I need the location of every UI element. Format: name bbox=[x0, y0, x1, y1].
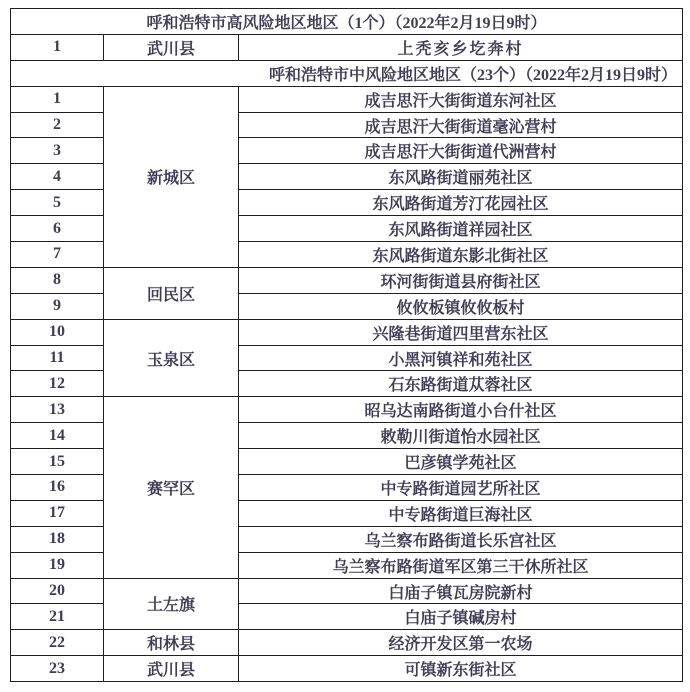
district-cell: 新城区 bbox=[104, 86, 239, 267]
table-row bbox=[11, 34, 683, 60]
district-cell: 赛罕区 bbox=[104, 397, 239, 578]
medium-risk-section-header: 呼和浩特市中风险地区地区（23个）（2022年2月19日9时） bbox=[11, 60, 683, 86]
table-row bbox=[11, 656, 683, 682]
place-cell: 白庙子镇瓦房院新村 bbox=[239, 578, 683, 604]
row-number-cell: 9 bbox=[11, 293, 104, 319]
place-cell: 东风路街道祥园社区 bbox=[239, 216, 683, 242]
risk-area-table bbox=[10, 8, 683, 682]
place-cell: 小黑河镇祥和苑社区 bbox=[239, 345, 683, 371]
place-cell: 昭乌达南路街道小台什社区 bbox=[239, 397, 683, 423]
place-cell: 中专路街道园艺所社区 bbox=[239, 475, 683, 501]
place-cell: 攸攸板镇攸攸板村 bbox=[239, 293, 683, 319]
place-cell: 东风路街道丽苑社区 bbox=[239, 164, 683, 190]
row-number-cell: 8 bbox=[11, 267, 104, 293]
row-number-cell: 16 bbox=[11, 475, 104, 501]
place-cell: 东风路街道东影北街社区 bbox=[239, 242, 683, 268]
district-cell: 武川县 bbox=[104, 34, 239, 60]
row-number-cell: 12 bbox=[11, 371, 104, 397]
row-number-cell: 22 bbox=[11, 630, 104, 656]
row-number-cell: 13 bbox=[11, 397, 104, 423]
row-number-cell: 3 bbox=[11, 138, 104, 164]
row-number-cell: 23 bbox=[11, 656, 104, 682]
row-number-cell: 14 bbox=[11, 423, 104, 449]
row-number-cell: 19 bbox=[11, 552, 104, 578]
table-row bbox=[11, 319, 683, 345]
high-risk-section-header: 呼和浩特市高风险地区地区（1个）（2022年2月19日9时） bbox=[11, 9, 683, 35]
row-number-cell: 15 bbox=[11, 449, 104, 475]
row-number-cell: 4 bbox=[11, 164, 104, 190]
place-cell: 环河街街道县府街社区 bbox=[239, 267, 683, 293]
place-cell: 中专路街道巨海社区 bbox=[239, 500, 683, 526]
district-cell: 玉泉区 bbox=[104, 319, 239, 397]
row-number-cell: 18 bbox=[11, 526, 104, 552]
place-cell: 成吉思汗大街街道东河社区 bbox=[239, 86, 683, 112]
table-row bbox=[11, 578, 683, 604]
place-cell: 可镇新东街社区 bbox=[239, 656, 683, 682]
table-row bbox=[11, 60, 683, 86]
row-number-cell: 2 bbox=[11, 112, 104, 138]
place-cell: 巴彦镇学苑社区 bbox=[239, 449, 683, 475]
place-cell: 乌兰察布路街道军区第三干休所社区 bbox=[239, 552, 683, 578]
place-cell: 东风路街道芳汀花园社区 bbox=[239, 190, 683, 216]
row-number-cell: 17 bbox=[11, 500, 104, 526]
table-row bbox=[11, 397, 683, 423]
table-row bbox=[11, 86, 683, 112]
row-number-cell: 6 bbox=[11, 216, 104, 242]
district-cell: 土左旗 bbox=[104, 578, 239, 630]
row-number-cell: 1 bbox=[11, 86, 104, 112]
row-number-cell: 20 bbox=[11, 578, 104, 604]
place-cell: 经济开发区第一农场 bbox=[239, 630, 683, 656]
table-row bbox=[11, 9, 683, 35]
district-cell: 武川县 bbox=[104, 656, 239, 682]
place-cell: 上秃亥乡圪奔村 bbox=[239, 34, 683, 60]
place-cell: 乌兰察布路街道长乐宫社区 bbox=[239, 526, 683, 552]
place-cell: 石东路街道苁蓉社区 bbox=[239, 371, 683, 397]
place-cell: 兴隆巷街道四里营东社区 bbox=[239, 319, 683, 345]
row-number-cell: 10 bbox=[11, 319, 104, 345]
row-number-cell: 1 bbox=[11, 34, 104, 60]
row-number-cell: 21 bbox=[11, 604, 104, 630]
table-row bbox=[11, 267, 683, 293]
row-number-cell: 7 bbox=[11, 242, 104, 268]
place-cell: 敕勒川街道怡水园社区 bbox=[239, 423, 683, 449]
place-cell: 成吉思汗大街街道毫沁营村 bbox=[239, 112, 683, 138]
row-number-cell: 5 bbox=[11, 190, 104, 216]
district-cell: 回民区 bbox=[104, 267, 239, 319]
row-number-cell: 11 bbox=[11, 345, 104, 371]
place-cell: 白庙子镇碱房村 bbox=[239, 604, 683, 630]
table-row bbox=[11, 630, 683, 656]
place-cell: 成吉思汗大街街道代洲营村 bbox=[239, 138, 683, 164]
district-cell: 和林县 bbox=[104, 630, 239, 656]
